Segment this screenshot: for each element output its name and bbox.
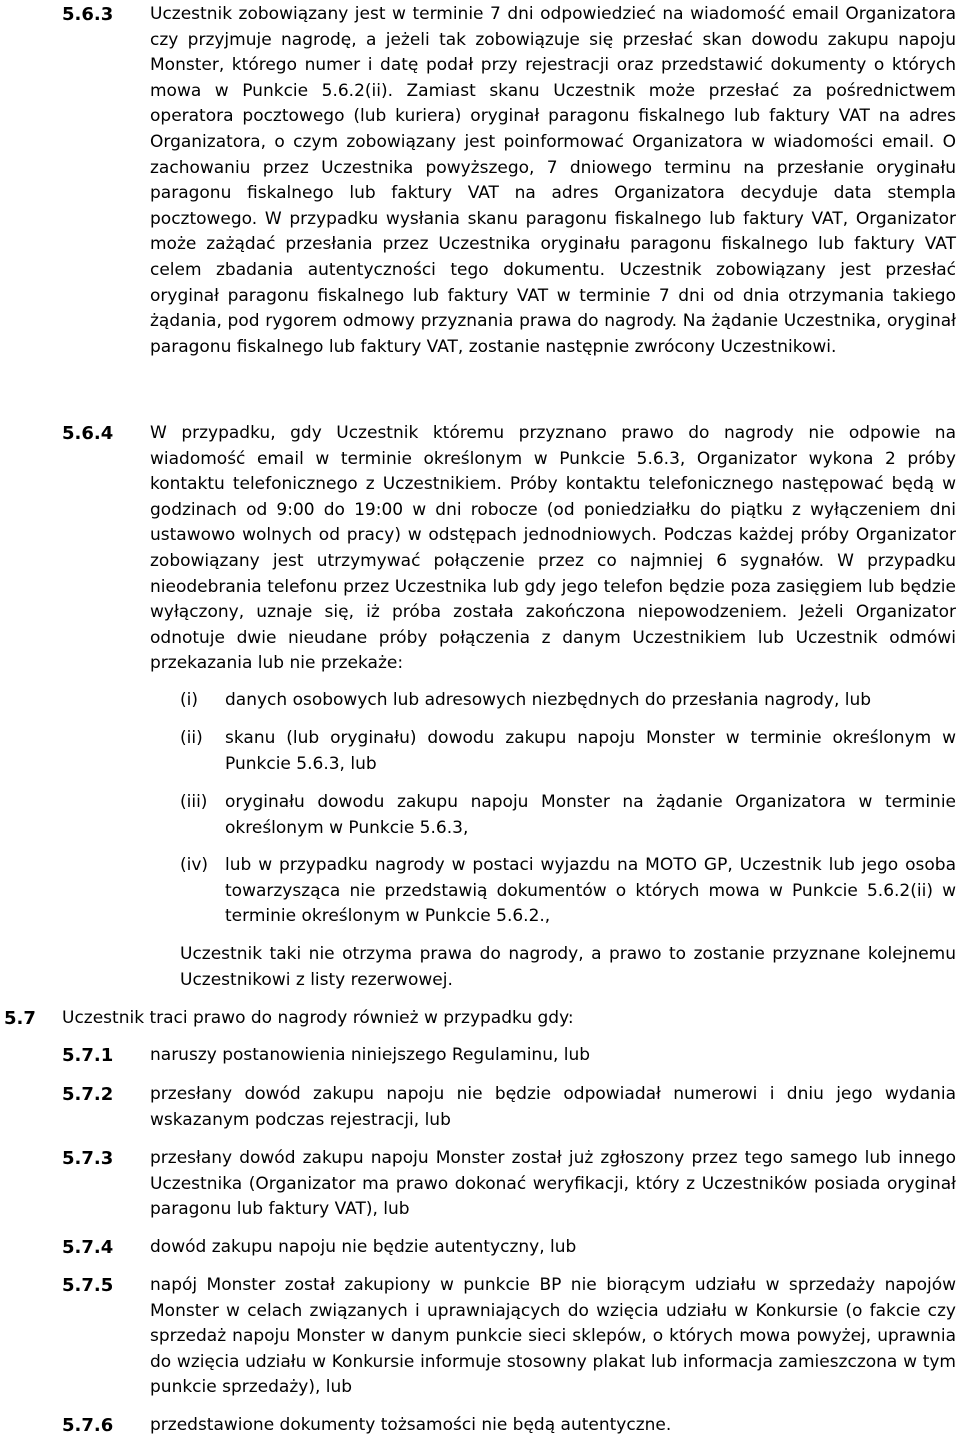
section-text: dowód zakupu napoju nie będzie autentyczny, lub	[150, 1237, 577, 1257]
section-number: 5.7.3	[62, 1148, 114, 1169]
list-item-text: lub w przypadku nagrody w postaci wyjazdu na MOTO GP, Uczestnik lub jego osoba towarzysząca nie przedstawią dokumentów o których mowa w Punkcie 5.6.2(ii) w terminie określonym w Punkcie 5.6.2.,	[225, 855, 956, 927]
list-item-label: (i)	[180, 690, 198, 710]
section-text: przesłany dowód zakupu napoju Monster został już zgłoszony przez tego samego lub innego Uczestnika (Organizator ma prawo dokonać weryfikacji, który z Uczestników posiada oryginał paragonu lub faktury VAT), lub	[150, 1148, 956, 1220]
section-text: przesłany dowód zakupu napoju nie będzie odpowiadał numerowi i dniu jego wydania wskazanym podczas rejestracji, lub	[150, 1084, 956, 1130]
list-item-text: oryginału dowodu zakupu napoju Monster na żądanie Organizatora w terminie określonym w Punkcie 5.6.3,	[225, 792, 956, 838]
section-number: 5.7.2	[62, 1084, 114, 1105]
section-number: 5.6.4	[62, 423, 114, 444]
section-text: Uczestnik traci prawo do nagrody również w przypadku gdy:	[62, 1008, 574, 1028]
list-item-label: (ii)	[180, 728, 203, 748]
section-text: przedstawione dokumenty tożsamości nie będą autentyczne.	[150, 1415, 672, 1435]
section-number: 5.7.1	[62, 1045, 114, 1066]
section-text: Uczestnik zobowiązany jest w terminie 7 dni odpowiedzieć na wiadomość email Organizatora czy przyjmuje nagrodę, a jeżeli tak zobowiązuje się przesłać skan dowodu zakupu napoju Monster, którego numer i datę podał przy rejestracji oraz przedstawić dokumenty o których mowa w Punkcie 5.6.2(ii). Zamiast skanu Uczestnik może przesłać za pośrednictwem operatora pocztowego (lub kuriera) oryginał paragonu fiskalnego lub faktury VAT na adres Organizatora, o czym zobowiązany jest poinformować Organizatora w wiadomości email. O zachowaniu przez Uczestnika powyższego, 7 dniowego terminu na przesłanie oryginału paragonu fiskalnego lub faktury VAT na adres Organizatora decyduje data stempla pocztowego. W przypadku wysłania skanu paragonu fiskalnego lub faktury VAT, Organizator może zażądać przesłania przez Uczestnika oryginału paragonu fiskalnego lub faktury VAT celem zbadania autentyczności tego dokumentu. Uczestnik zobowiązany jest przesłać oryginał paragonu fiskalnego lub faktury VAT w terminie 7 dni od dnia otrzymania takiego żądania, pod rygorem odmowy przyznania prawa do nagrody. Na żądanie Uczestnika, oryginał paragonu fiskalnego lub faktury VAT, zostanie następnie zwrócony Uczestnikowi.	[150, 4, 956, 357]
closing-text: Uczestnik taki nie otrzyma prawa do nagrody, a prawo to zostanie przyznane kolejnemu Uczestnikowi z listy rezerwowej.	[180, 944, 956, 990]
section-text: W przypadku, gdy Uczestnik któremu przyznano prawo do nagrody nie odpowie na wiadomość email w terminie określonym w Punkcie 5.6.3, Organizator wykona 2 próby kontaktu telefonicznego z Uczestnikiem. Próby kontaktu telefonicznego następować będą w godzinach od 9:00 do 19:00 w dni robocze (od poniedziałku do piątku z wyłączeniem dni ustawowo wolnych od pracy) w odstępach jednodniowych. Podczas każdej próby Organizator zobowiązany jest utrzymywać połączenie przez co najmniej 6 sygnałów. W przypadku nieodebrania telefonu przez Uczestnika lub gdy jego telefon będzie poza zasięgiem lub będzie wyłączony, uznaje się, iż próba została zakończona niepowodzeniem. Jeżeli Organizator odnotuje dwie nieudane próby połączenia z danym Uczestnikiem lub Uczestnik odmówi przekazania lub nie przekaże:	[150, 423, 956, 674]
section-number: 5.7.4	[62, 1237, 114, 1258]
section-number: 5.7	[4, 1008, 36, 1029]
list-item-text: danych osobowych lub adresowych niezbędnych do przesłania nagrody, lub	[225, 690, 872, 710]
section-text: napój Monster został zakupiony w punkcie BP nie biorącym udziału w sprzedaży napojów Monster w celach związanych i uprawniających do wzięcia udziału w Konkursie (o fakcie czy sprzedaż napoju Monster w danym punkcie sieci sklepów, o których mowa powyżej, uprawnia do wzięcia udziału w Konkursie informuje stosowny plakat lub informacja zamieszczona w tym punkcie sprzedaży), lub	[150, 1275, 956, 1398]
section-number: 5.7.5	[62, 1275, 114, 1296]
section-number: 5.7.6	[62, 1415, 114, 1436]
list-item-label: (iii)	[180, 792, 208, 812]
section-text: naruszy postanowienia niniejszego Regulaminu, lub	[150, 1045, 591, 1065]
list-item-label: (iv)	[180, 855, 209, 875]
section-number: 5.6.3	[62, 4, 114, 25]
list-item-text: skanu (lub oryginału) dowodu zakupu napoju Monster w terminie określonym w Punkcie 5.6.3, lub	[225, 728, 956, 774]
